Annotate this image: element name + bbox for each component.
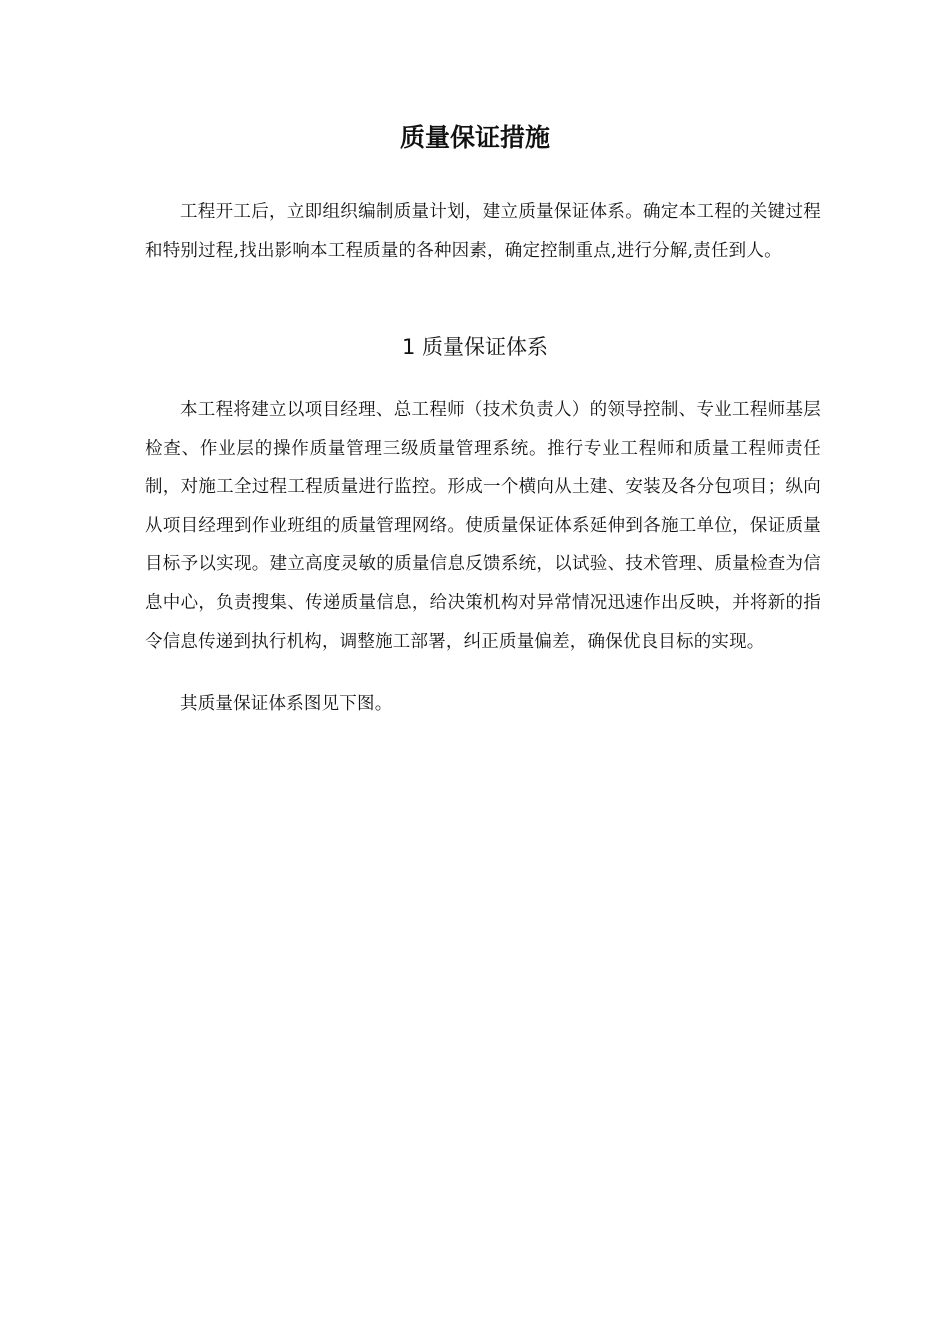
- section-body-paragraph: 本工程将建立以项目经理、总工程师（技术负责人）的领导控制、专业工程师基层检查、作业层的操作质量管理三级质量管理系统。推行专业工程师和质量工程师责任制，对施工全过程工程质量进行监控。形成一个横向从土建、安装及各分包项目；纵向从项目经理到作业班组的质量管理网络。使质量保证体系延伸到各施工单位，保证质量目标予以实现。建立高度灵敏的质量信息反馈系统，以试验、技术管理、质量检查为信息中心，负责搜集、传递质量信息，给决策机构对异常情况迅速作出反映，并将新的指令信息传递到执行机构，调整施工部署，纠正质量偏差，确保优良目标的实现。: [145, 400, 821, 652]
- document-title: 质量保证措施: [399, 123, 550, 152]
- intro-paragraph: 工程开工后，立即组织编制质量计划，建立质量保证体系。确定本工程的关键过程和特别过程,找出影响本工程质量的各种因素，确定控制重点,进行分解,责任到人。: [145, 202, 821, 261]
- section-heading: 1 质量保证体系: [401, 335, 549, 359]
- figure-reference-paragraph: 其质量保证体系图见下图。: [180, 694, 393, 714]
